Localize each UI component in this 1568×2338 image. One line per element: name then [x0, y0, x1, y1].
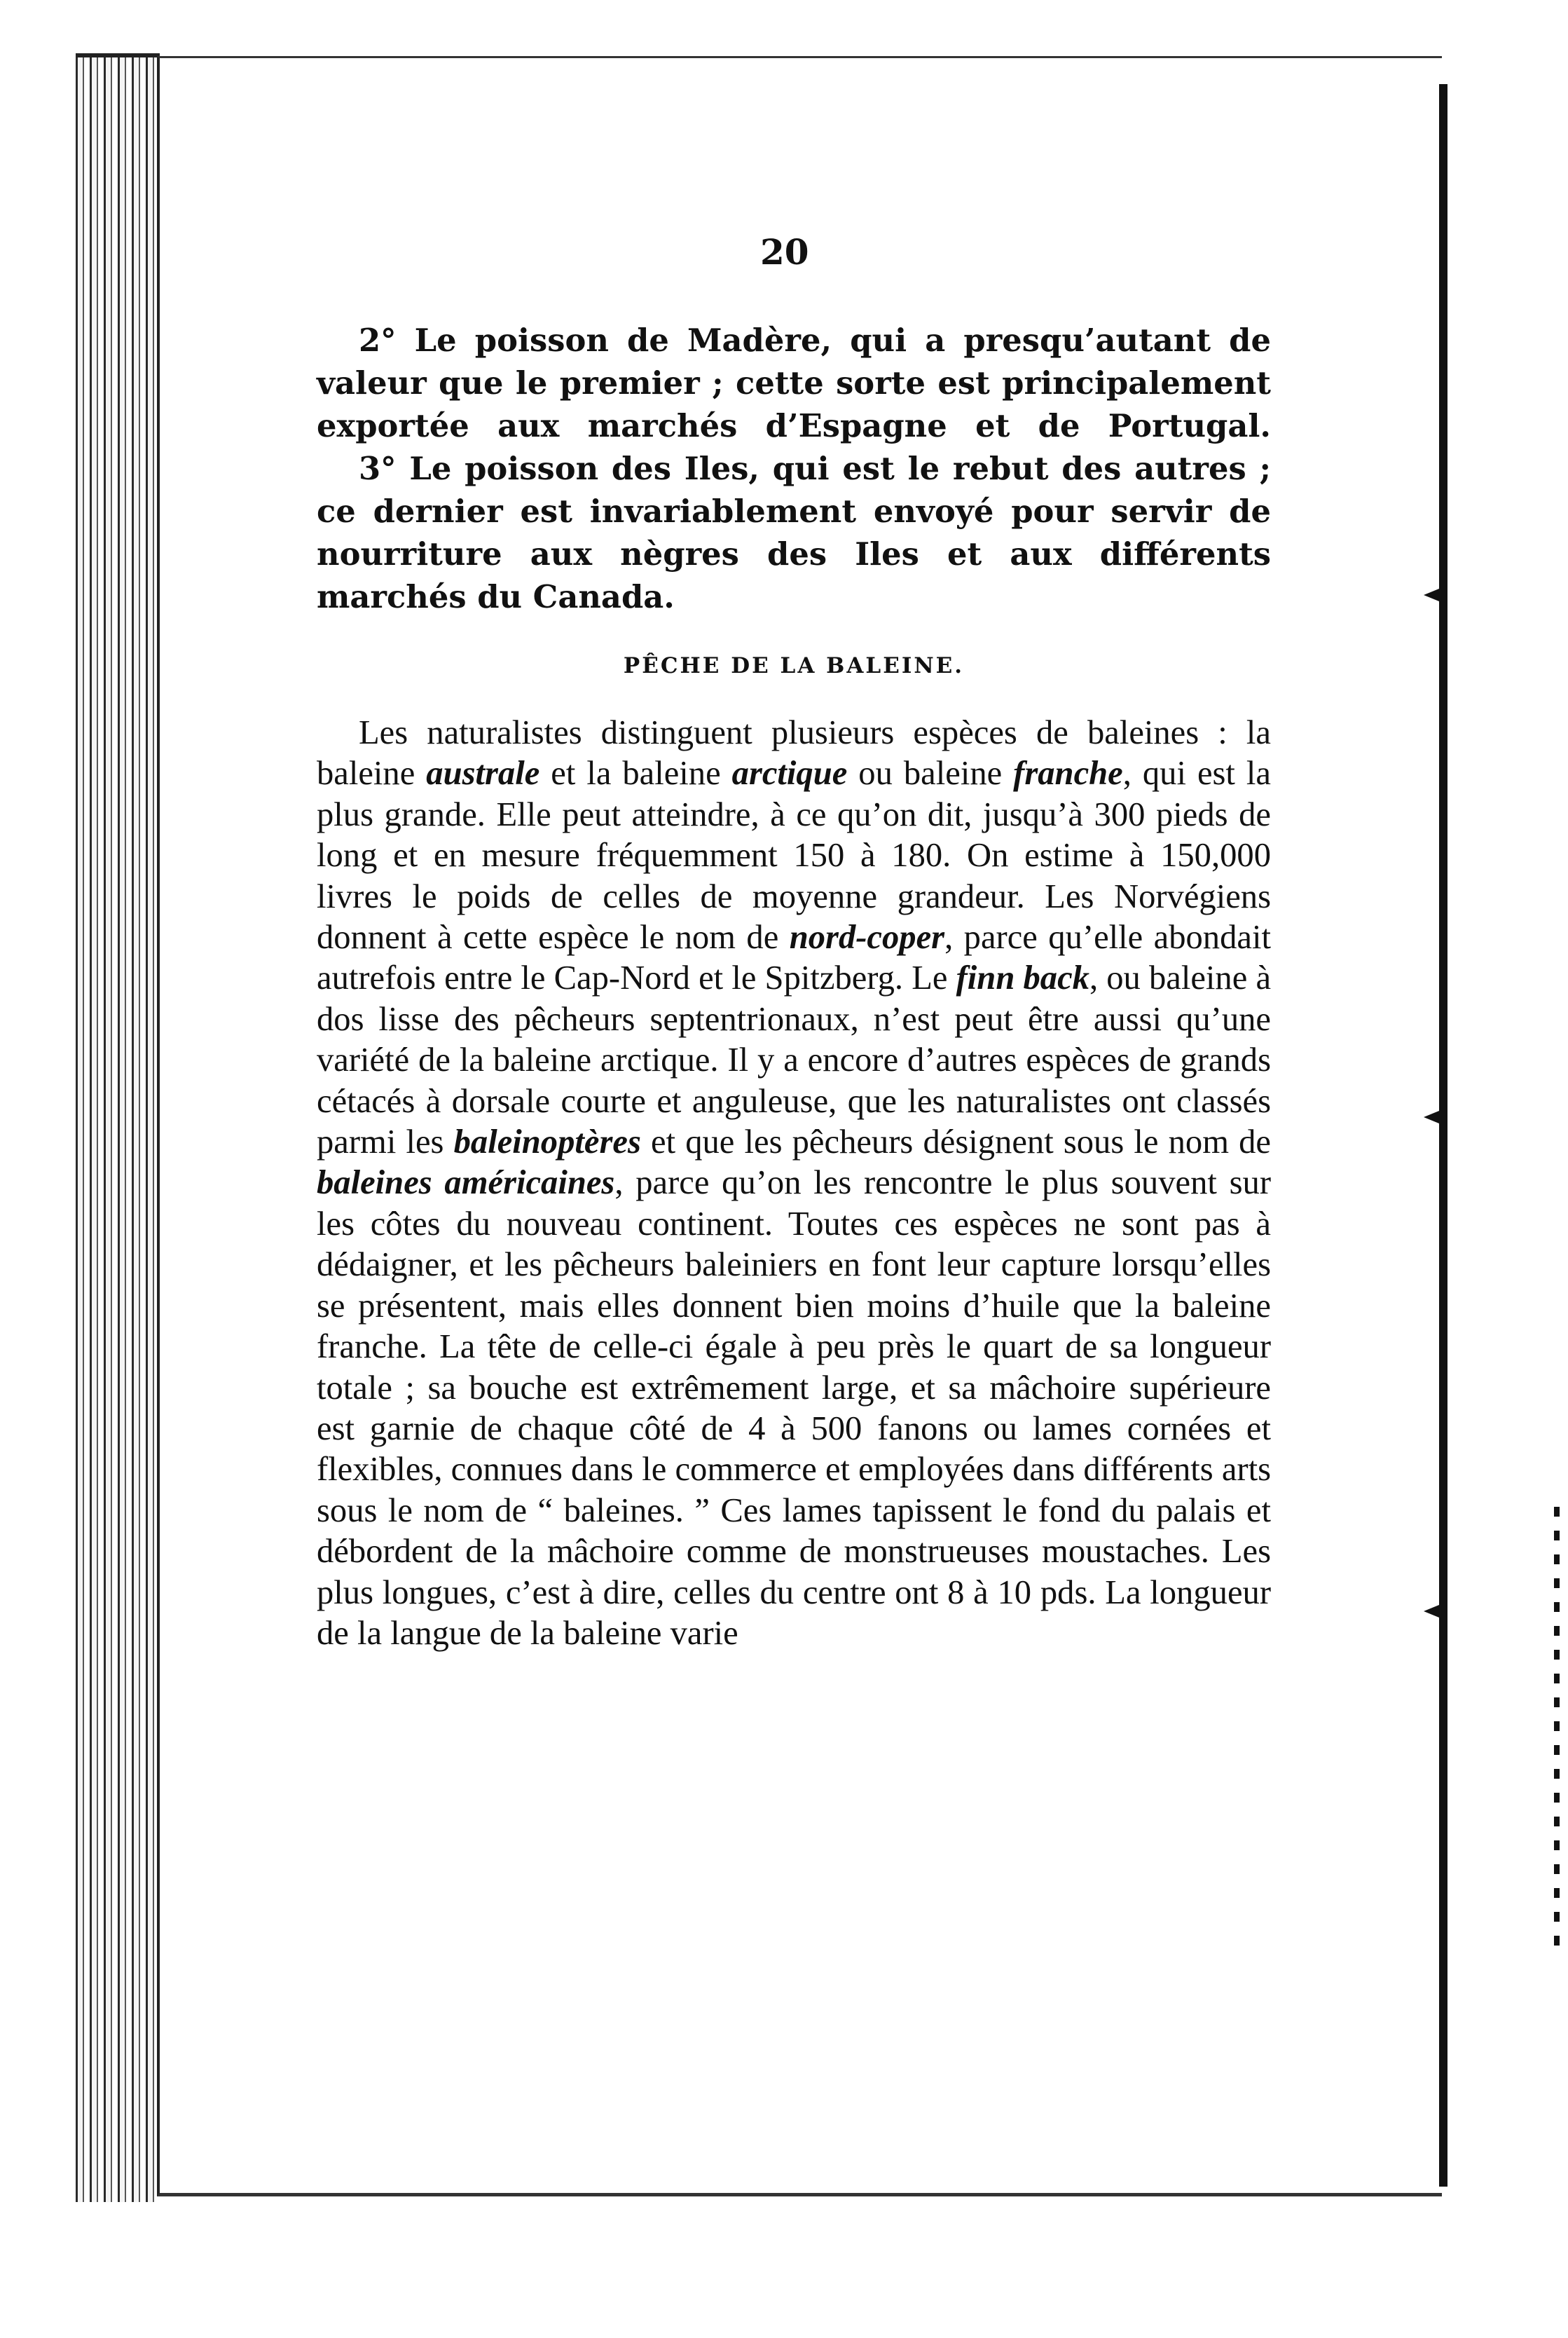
italic-term: baleinoptères: [453, 1123, 641, 1161]
body-text: , parce qu’elle abondait autrefois entre le Cap-Nord et le Spitzberg. Le: [317, 918, 1271, 997]
paragraph-baleine: [317, 712, 1271, 1653]
edge-marks: [1554, 1507, 1560, 1955]
body-text: et la baleine: [539, 754, 732, 793]
paragraph-madere: 2° Le poisson de Madère, qui a presqu’autant de valeur que le premier ; cette sorte est principalement exportée aux marchés d’Espagne et de Portugal.: [317, 322, 1271, 444]
book-page-edges: [76, 53, 160, 2202]
italic-term: nord-coper: [789, 918, 945, 957]
body-text: et que les pêcheurs désignent sous le nom de: [640, 1123, 1271, 1161]
body-text: , parce qu’on les rencontre le plus souvent sur les côtes du nouveau continent. Toutes ces espèces ne sont pas à dédaigner, et les pêcheurs baleiniers en font leur capture lorsqu’elles se présentent, mais elles donnent bien moins d’huile que la baleine franche. La tête de celle-ci égale à peu près le quart de sa longueur totale ; sa bouche est extrêmement large, et sa mâchoire supérieure est garnie de chaque côté de 4 à 500 fanons ou lames cornées et flexibles, connues dans le commerce et employées dans différents arts sous le nom de “ baleines. ” Ces lames tapissent le fond du palais et débordent de la mâchoire comme de monstrueuses moustaches. Les plus longues, c’est à dire, celles du centre ont 8 à 10 pds. La longueur de la langue de la baleine varie: [317, 1163, 1272, 1652]
right-gutter: [1439, 84, 1474, 2187]
italic-term: arctique: [731, 754, 848, 793]
body-text: , qui est la plus grande. Elle peut atteindre, à ce qu’on dit, jusqu’à 300 pieds de long et en mesure fréquemment 150 à 180. On estime à 150,000 livres le poids de celles de moyenne grandeur. Les Norvégiens donnent à cette espèce le nom de: [317, 754, 1271, 957]
body-text: , ou baleine à dos lisse des pêcheurs septentrionaux, n’est peut être aussi qu’une variété de la baleine arctique. Il y a encore d’autres espèces de grands cétacés à dorsale courte et anguleuse, que les naturalistes ont classés parmi les: [317, 959, 1272, 1161]
italic-term: franche: [1013, 754, 1123, 793]
section-heading: PÊCHE DE LA BALEINE.: [623, 653, 965, 678]
text-block: [317, 319, 1271, 1653]
page-number: 20: [760, 231, 809, 273]
paragraph-iles: 3° Le poisson des Iles, qui est le rebut des autres ; ce dernier est invariablement envoyé pour servir de nourriture aux nègres des Iles et aux différents marchés du Canada.: [317, 450, 1271, 615]
body-text: ou baleine: [847, 754, 1014, 793]
italic-term: baleines américaines: [317, 1163, 615, 1202]
body-text: Les naturalistes distinguent plusieurs espèces de baleines : la baleine: [317, 713, 1271, 793]
italic-term: finn back: [956, 959, 1089, 997]
italic-term: australe: [426, 754, 540, 793]
